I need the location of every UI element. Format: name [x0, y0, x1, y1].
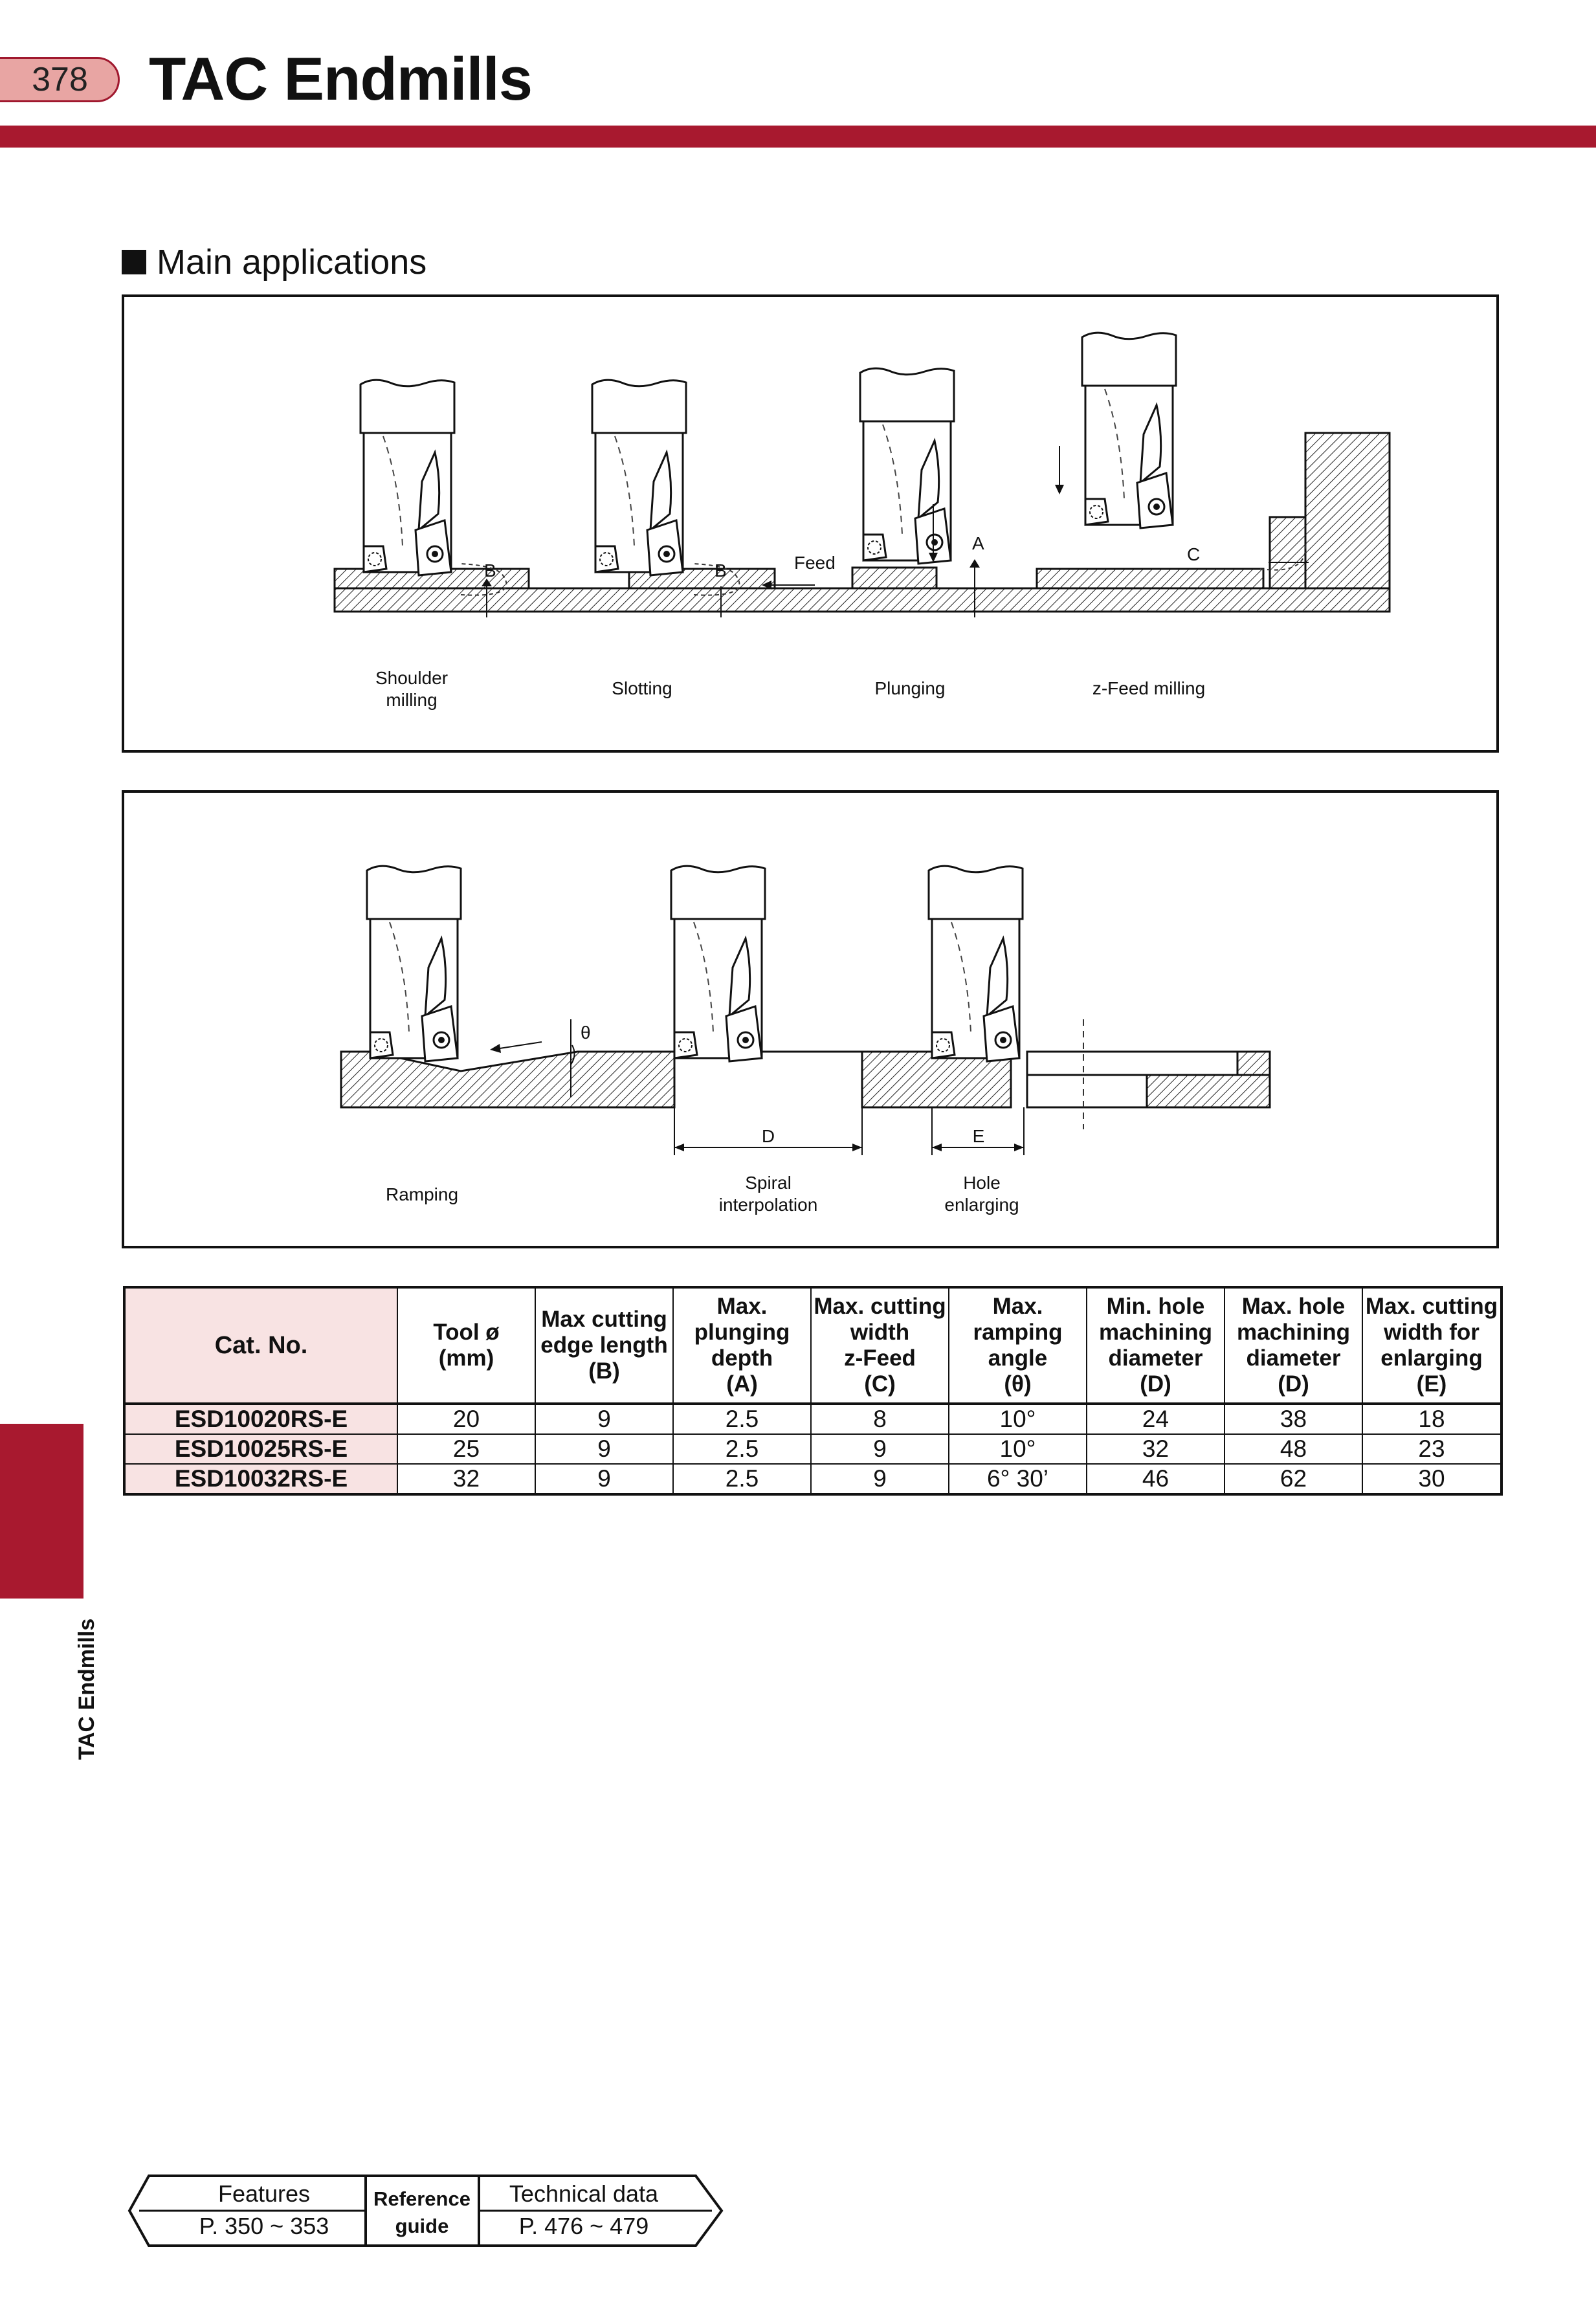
- applications-diagram-2: [124, 793, 1496, 1246]
- header-line: ramping: [973, 1320, 1063, 1345]
- value-cell: 32: [397, 1464, 535, 1494]
- value-cell: 8: [811, 1404, 949, 1434]
- header-line: width: [850, 1320, 910, 1345]
- header-line: (E): [1416, 1371, 1447, 1397]
- value-cell: 2.5: [673, 1434, 811, 1464]
- value-cell: 9: [535, 1464, 673, 1494]
- value-cell: 46: [1087, 1464, 1225, 1494]
- dimension-e-label: E: [972, 1126, 985, 1146]
- value-cell: 48: [1225, 1434, 1362, 1464]
- value-cell: 23: [1362, 1434, 1502, 1464]
- spiral-interpolation-label-line1: Spiral: [745, 1173, 792, 1193]
- value-cell: 9: [811, 1434, 949, 1464]
- applications-diagram-panel-2: [122, 790, 1499, 1248]
- value-cell: 38: [1225, 1404, 1362, 1434]
- header-line: machining: [1236, 1320, 1351, 1345]
- value-cell: 25: [397, 1434, 535, 1464]
- header-line: (D): [1140, 1371, 1171, 1397]
- value-cell: 2.5: [673, 1464, 811, 1494]
- dimension-b-label-1: B: [484, 560, 496, 581]
- table-row: [124, 1404, 1502, 1434]
- header-line: machining: [1098, 1320, 1213, 1345]
- header-line: depth: [711, 1345, 773, 1371]
- header-cat-no: [124, 1287, 397, 1404]
- spec-table: [123, 1286, 1503, 1496]
- header-line: Max. cutting: [1365, 1294, 1498, 1319]
- features-pages: P. 350 ~ 353: [199, 2213, 329, 2239]
- header-line: Tool ø: [433, 1320, 500, 1345]
- section-heading-text: Main applications: [157, 243, 427, 282]
- bottom-navigation: [126, 2173, 728, 2251]
- header-col-8: [1362, 1287, 1502, 1404]
- section-heading: [122, 242, 427, 282]
- header-line: edge length: [540, 1333, 668, 1358]
- value-cell: 9: [535, 1434, 673, 1464]
- value-cell: 6° 30’: [949, 1464, 1087, 1494]
- value-cell: 9: [535, 1404, 673, 1434]
- cat-no-cell: ESD10020RS-E: [124, 1404, 397, 1434]
- header-col-6: [1087, 1287, 1225, 1404]
- shoulder-milling-label-line1: Shoulder: [375, 668, 449, 688]
- value-cell: 32: [1087, 1434, 1225, 1464]
- reference-label-line2: guide: [395, 2215, 449, 2237]
- header-line: z-Feed: [844, 1345, 916, 1371]
- header-col-1: [397, 1287, 535, 1404]
- features-label: Features: [217, 2180, 311, 2207]
- applications-diagram-panel-1: [122, 294, 1499, 753]
- header-col-7: [1225, 1287, 1362, 1404]
- cat-no-cell: ESD10025RS-E: [124, 1434, 397, 1464]
- value-cell: 30: [1362, 1464, 1502, 1494]
- header-line: plunging: [694, 1320, 790, 1345]
- feed-label: Feed: [794, 553, 836, 573]
- technical-data-pages: P. 476 ~ 479: [518, 2213, 649, 2239]
- value-cell: 9: [811, 1464, 949, 1494]
- cat-no-cell: ESD10032RS-E: [124, 1464, 397, 1494]
- header-line: (C): [864, 1371, 896, 1397]
- features-nav-button[interactable]: [129, 2176, 366, 2246]
- technical-data-nav-button[interactable]: [479, 2176, 722, 2246]
- header-line: angle: [988, 1345, 1048, 1371]
- header-line: (mm): [438, 1345, 494, 1371]
- reference-guide-button[interactable]: [366, 2176, 479, 2246]
- header-line: enlarging: [1380, 1345, 1483, 1371]
- header-line: width for: [1384, 1320, 1480, 1345]
- hole-enlarging-label-line2: enlarging: [944, 1195, 1019, 1215]
- side-tab-label: TAC Endmills: [74, 1618, 99, 1760]
- spiral-interpolation-label-line2: interpolation: [718, 1195, 818, 1215]
- reference-label-line1: Reference: [373, 2187, 471, 2210]
- header-line: diameter: [1108, 1345, 1203, 1371]
- value-cell: 18: [1362, 1404, 1502, 1434]
- table-row: [124, 1434, 1502, 1464]
- header-col-3: [673, 1287, 811, 1404]
- dimension-c-label: C: [1187, 544, 1201, 564]
- table-row: [124, 1464, 1502, 1494]
- header-col-4: [811, 1287, 949, 1404]
- page-number: 378: [32, 61, 88, 98]
- header-col-5: [949, 1287, 1087, 1404]
- side-tab: [0, 1424, 83, 1599]
- header-line: Min. hole: [1106, 1294, 1205, 1319]
- header-line: Max.: [992, 1294, 1043, 1319]
- value-cell: 10°: [949, 1434, 1087, 1464]
- header-line: (B): [588, 1358, 620, 1384]
- header-line: Max cutting: [541, 1307, 667, 1332]
- dimension-a-label: A: [972, 533, 984, 553]
- header-line: diameter: [1246, 1345, 1341, 1371]
- value-cell: 62: [1225, 1464, 1362, 1494]
- plunging-label: Plunging: [874, 678, 946, 698]
- dimension-d-label: D: [761, 1126, 775, 1146]
- applications-diagram-1: [124, 297, 1496, 750]
- slotting-label: Slotting: [612, 678, 672, 698]
- value-cell: 24: [1087, 1404, 1225, 1434]
- z-feed-milling-label: z-Feed milling: [1092, 678, 1206, 698]
- shoulder-milling-label-line2: milling: [386, 690, 438, 710]
- header-line: Max.: [716, 1294, 768, 1319]
- page-title: TAC Endmills: [149, 45, 533, 113]
- value-cell: 10°: [949, 1404, 1087, 1434]
- header-col-2: [535, 1287, 673, 1404]
- hole-enlarging-label-line1: Hole: [963, 1173, 1001, 1193]
- header-line: (D): [1278, 1371, 1309, 1397]
- square-bullet-icon: [122, 250, 146, 274]
- header-bar: [0, 126, 1596, 148]
- header-line: (A): [726, 1371, 758, 1397]
- page-number-badge: [0, 57, 120, 102]
- theta-label: θ: [581, 1023, 591, 1043]
- value-cell: 2.5: [673, 1404, 811, 1434]
- ramping-label: Ramping: [385, 1184, 459, 1204]
- dimension-b-label-2: B: [715, 560, 727, 581]
- table-header-row: [124, 1287, 1502, 1404]
- header-line: Max. hole: [1241, 1294, 1346, 1319]
- value-cell: 20: [397, 1404, 535, 1434]
- header-line: (θ): [1004, 1371, 1032, 1397]
- technical-data-label: Technical data: [509, 2180, 659, 2207]
- header-line: Max. cutting: [814, 1294, 946, 1319]
- header-line: Cat. No.: [214, 1332, 308, 1359]
